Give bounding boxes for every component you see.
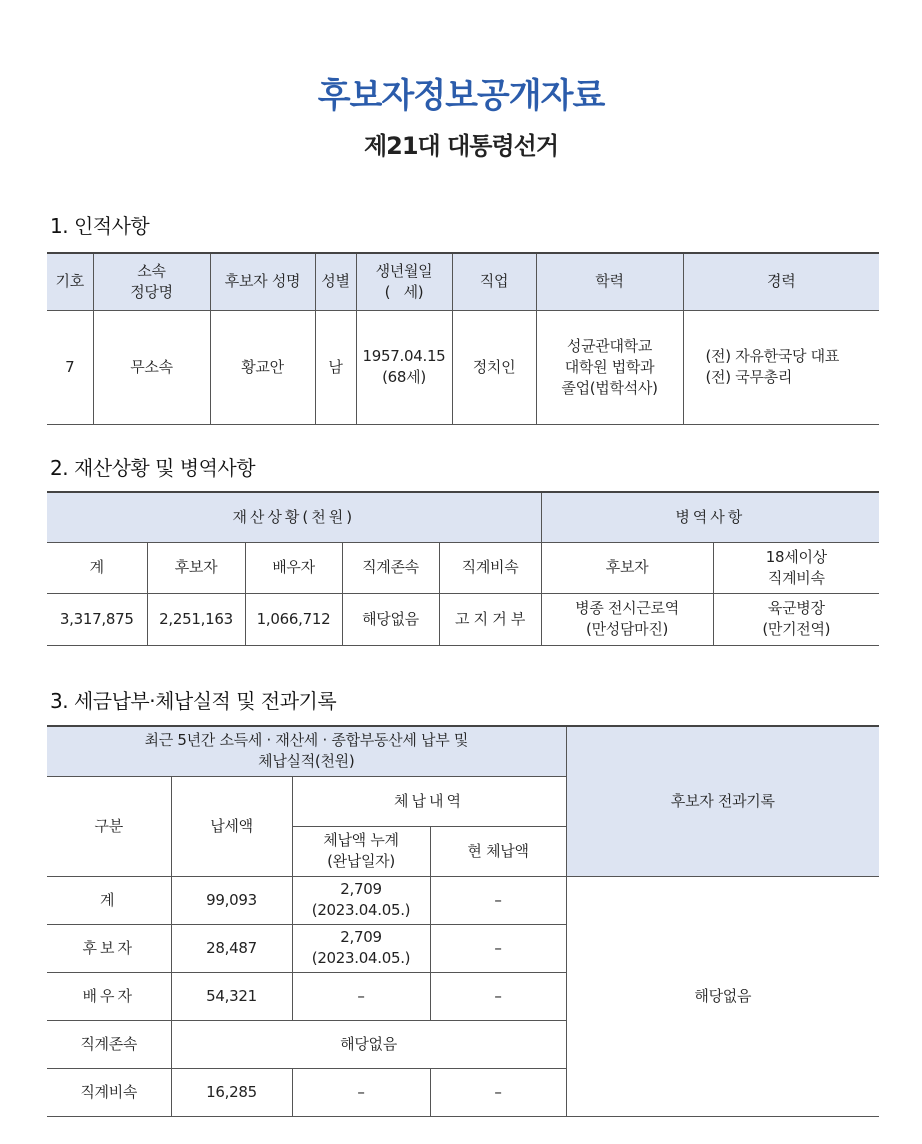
row-label: 계 bbox=[47, 876, 171, 924]
val-descendant: 고 지 거 부 bbox=[439, 593, 541, 645]
page-subtitle: 제21대 대통령선거 bbox=[363, 132, 559, 160]
col-arrears-total: 체납액 누계 (완납일자) bbox=[292, 826, 430, 876]
row-arrears: – bbox=[292, 1068, 430, 1116]
val-total: 3,317,875 bbox=[47, 593, 147, 645]
value-education: 성균관대학교 대학원 법학과 졸업(법학석사) bbox=[536, 310, 683, 424]
tax-header: 최근 5년간 소득세 · 재산세 · 종합부동산세 납부 및 체납실적(천원) bbox=[47, 726, 566, 776]
row-label: 직계존속 bbox=[47, 1020, 171, 1068]
row-arrears: 2,709 (2023.04.05.) bbox=[292, 876, 430, 924]
header-name: 후보자 성명 bbox=[210, 253, 315, 310]
value-party: 무소속 bbox=[93, 310, 210, 424]
section3-title: 3. 세금납부·체납실적 및 전과기록 bbox=[50, 689, 337, 713]
row-current: – bbox=[430, 876, 566, 924]
section2-title: 2. 재산상황 및 병역사항 bbox=[50, 456, 256, 480]
tax-criminal-table bbox=[47, 725, 879, 1117]
val-mil-descendant: 육군병장 (만기전역) bbox=[713, 593, 879, 645]
row-label: 후보자 bbox=[47, 924, 171, 972]
row-paid: 54,321 bbox=[171, 972, 292, 1020]
header-gender: 성별 bbox=[315, 253, 356, 310]
section1-title: 1. 인적사항 bbox=[50, 214, 150, 238]
row-paid: 16,285 bbox=[171, 1068, 292, 1116]
col-arrears: 체납내역 bbox=[292, 776, 566, 826]
val-mil-candidate: 병종 전시근로역 (만성담마진) bbox=[541, 593, 713, 645]
col-descendant: 직계비속 bbox=[439, 542, 541, 593]
value-gender: 남 bbox=[315, 310, 356, 424]
row-current: – bbox=[430, 972, 566, 1020]
header-party: 소속 정당명 bbox=[93, 253, 210, 310]
row-current: – bbox=[430, 1068, 566, 1116]
military-header: 병역사항 bbox=[541, 492, 879, 542]
row-arrears: 2,709 (2023.04.05.) bbox=[292, 924, 430, 972]
col-category: 구분 bbox=[47, 776, 171, 876]
col-candidate: 후보자 bbox=[147, 542, 245, 593]
col-mil-candidate: 후보자 bbox=[541, 542, 713, 593]
value-birth: 1957.04.15 (68세) bbox=[356, 310, 452, 424]
header-number: 기호 bbox=[47, 253, 93, 310]
col-spouse: 배우자 bbox=[245, 542, 342, 593]
col-ascendant: 직계존속 bbox=[342, 542, 439, 593]
val-candidate: 2,251,163 bbox=[147, 593, 245, 645]
col-current-arrears: 현 체납액 bbox=[430, 826, 566, 876]
criminal-value: 해당없음 bbox=[566, 876, 879, 1116]
row-label: 직계비속 bbox=[47, 1068, 171, 1116]
row-merged: 해당없음 bbox=[171, 1020, 566, 1068]
val-ascendant: 해당없음 bbox=[342, 593, 439, 645]
row-paid: 99,093 bbox=[171, 876, 292, 924]
personal-info-table bbox=[47, 252, 879, 425]
property-header: 재산상황(천원) bbox=[47, 492, 541, 542]
value-career: (전) 자유한국당 대표 (전) 국무총리 bbox=[683, 310, 879, 424]
header-career: 경력 bbox=[683, 253, 879, 310]
table-row bbox=[47, 876, 879, 924]
col-paid: 납세액 bbox=[171, 776, 292, 876]
value-number: 7 bbox=[47, 310, 93, 424]
page-title: 후보자정보공개자료 bbox=[317, 76, 605, 116]
value-name: 황교안 bbox=[210, 310, 315, 424]
header-birth: 생년월일 ( 세) bbox=[356, 253, 452, 310]
property-military-table bbox=[47, 491, 879, 646]
val-spouse: 1,066,712 bbox=[245, 593, 342, 645]
row-label: 배우자 bbox=[47, 972, 171, 1020]
row-current: – bbox=[430, 924, 566, 972]
criminal-header: 후보자 전과기록 bbox=[566, 726, 879, 876]
header-education: 학력 bbox=[536, 253, 683, 310]
col-total: 계 bbox=[47, 542, 147, 593]
row-arrears: – bbox=[292, 972, 430, 1020]
value-job: 정치인 bbox=[452, 310, 536, 424]
col-mil-descendant: 18세이상 직계비속 bbox=[713, 542, 879, 593]
header-job: 직업 bbox=[452, 253, 536, 310]
row-paid: 28,487 bbox=[171, 924, 292, 972]
